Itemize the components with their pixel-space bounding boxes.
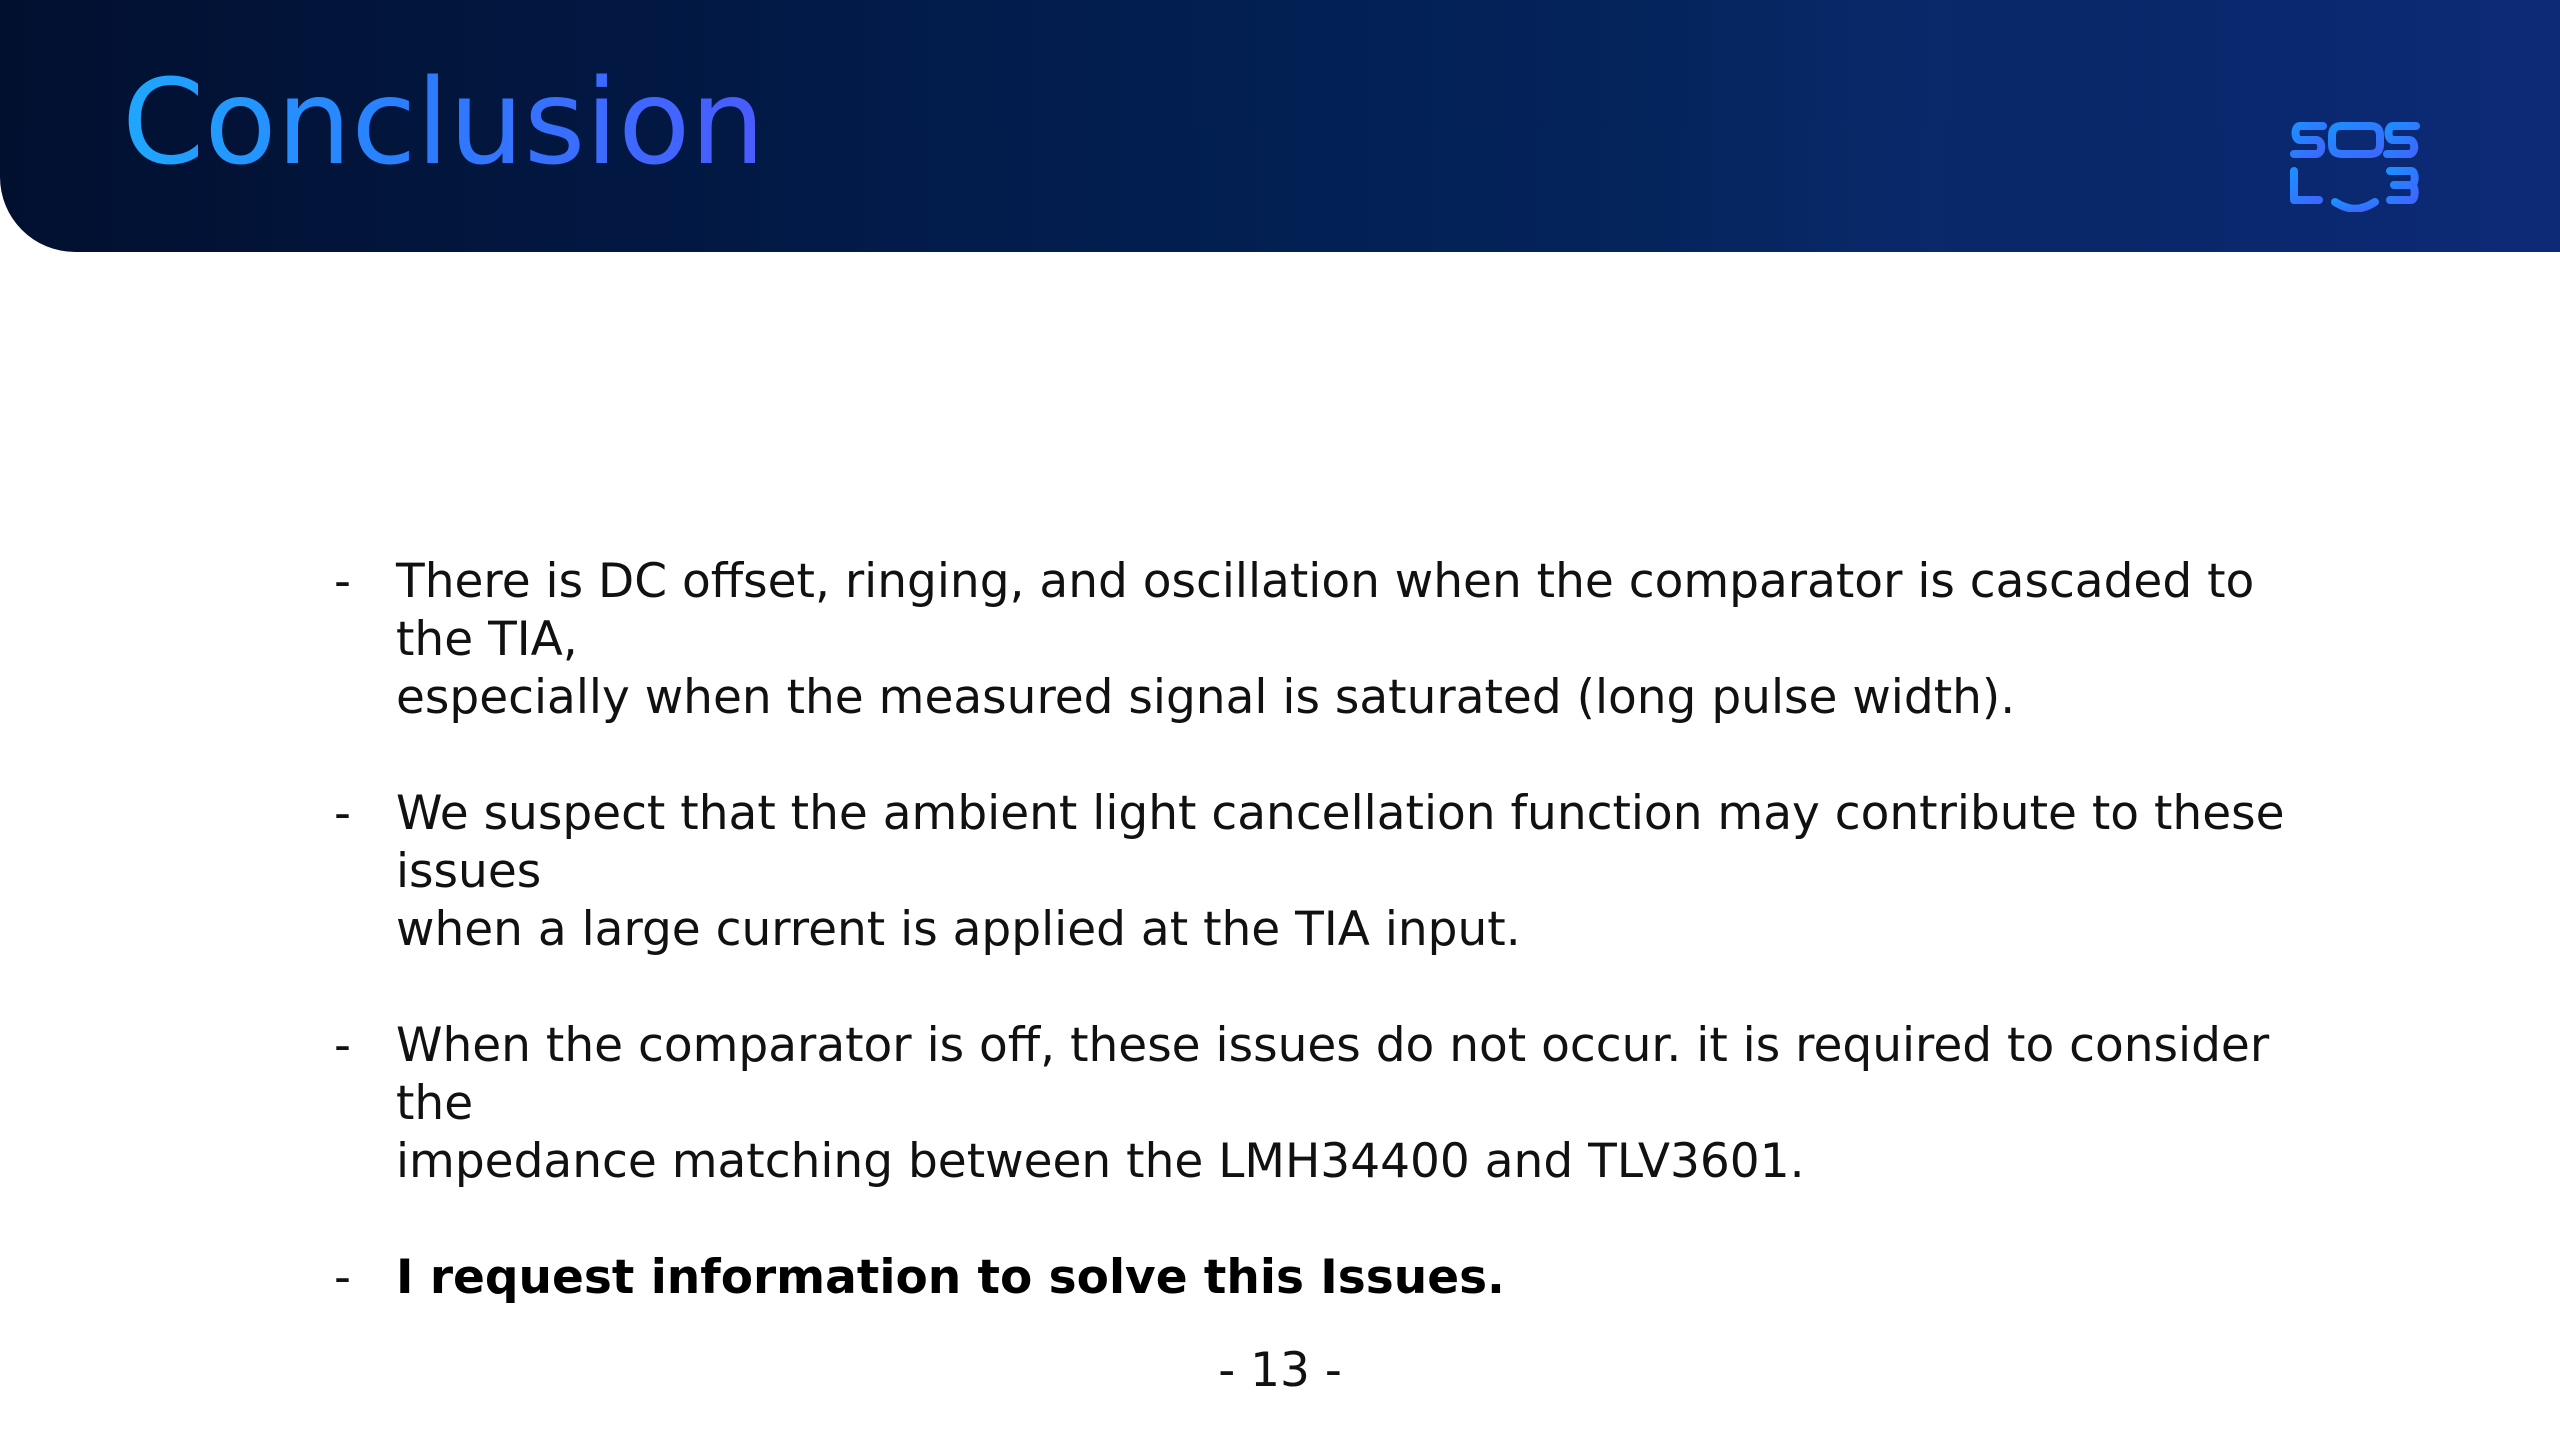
bullet-dc-offset	[334, 553, 2334, 727]
bullet-line: When the comparator is off, these issues do not occur. it is required to consider the	[396, 1018, 2270, 1131]
bullet-marker: -	[334, 1018, 351, 1073]
bullet-comparator-off	[334, 1017, 2334, 1191]
conclusion-bullets	[334, 553, 2334, 1307]
bullet-ambient-light	[334, 785, 2334, 959]
header-shade	[1650, 0, 2150, 252]
bullet-marker: -	[334, 1250, 351, 1305]
bullet-line: when a large current is applied at the TIA input.	[396, 902, 1521, 957]
sos-lab-logo-icon	[2288, 116, 2420, 212]
bullet-line: I request information to solve this Issues.	[396, 1250, 1505, 1305]
bullet-marker: -	[334, 554, 351, 609]
slide-title: Conclusion	[122, 53, 766, 191]
bullet-marker: -	[334, 786, 351, 841]
bullet-line: We suspect that the ambient light cancellation function may contribute to these issues	[396, 786, 2285, 899]
slide-header	[0, 0, 2560, 252]
bullet-line: especially when the measured signal is saturated (long pulse width).	[396, 670, 2016, 725]
bullet-line: impedance matching between the LMH34400 and TLV3601.	[396, 1134, 1805, 1189]
sos-lab-logo-svg	[2288, 116, 2420, 212]
page-number: - 13 -	[1218, 1343, 1342, 1398]
bullet-request-information	[334, 1249, 2334, 1307]
bullet-line: There is DC offset, ringing, and oscillation when the comparator is cascaded to the TIA,	[396, 554, 2255, 667]
